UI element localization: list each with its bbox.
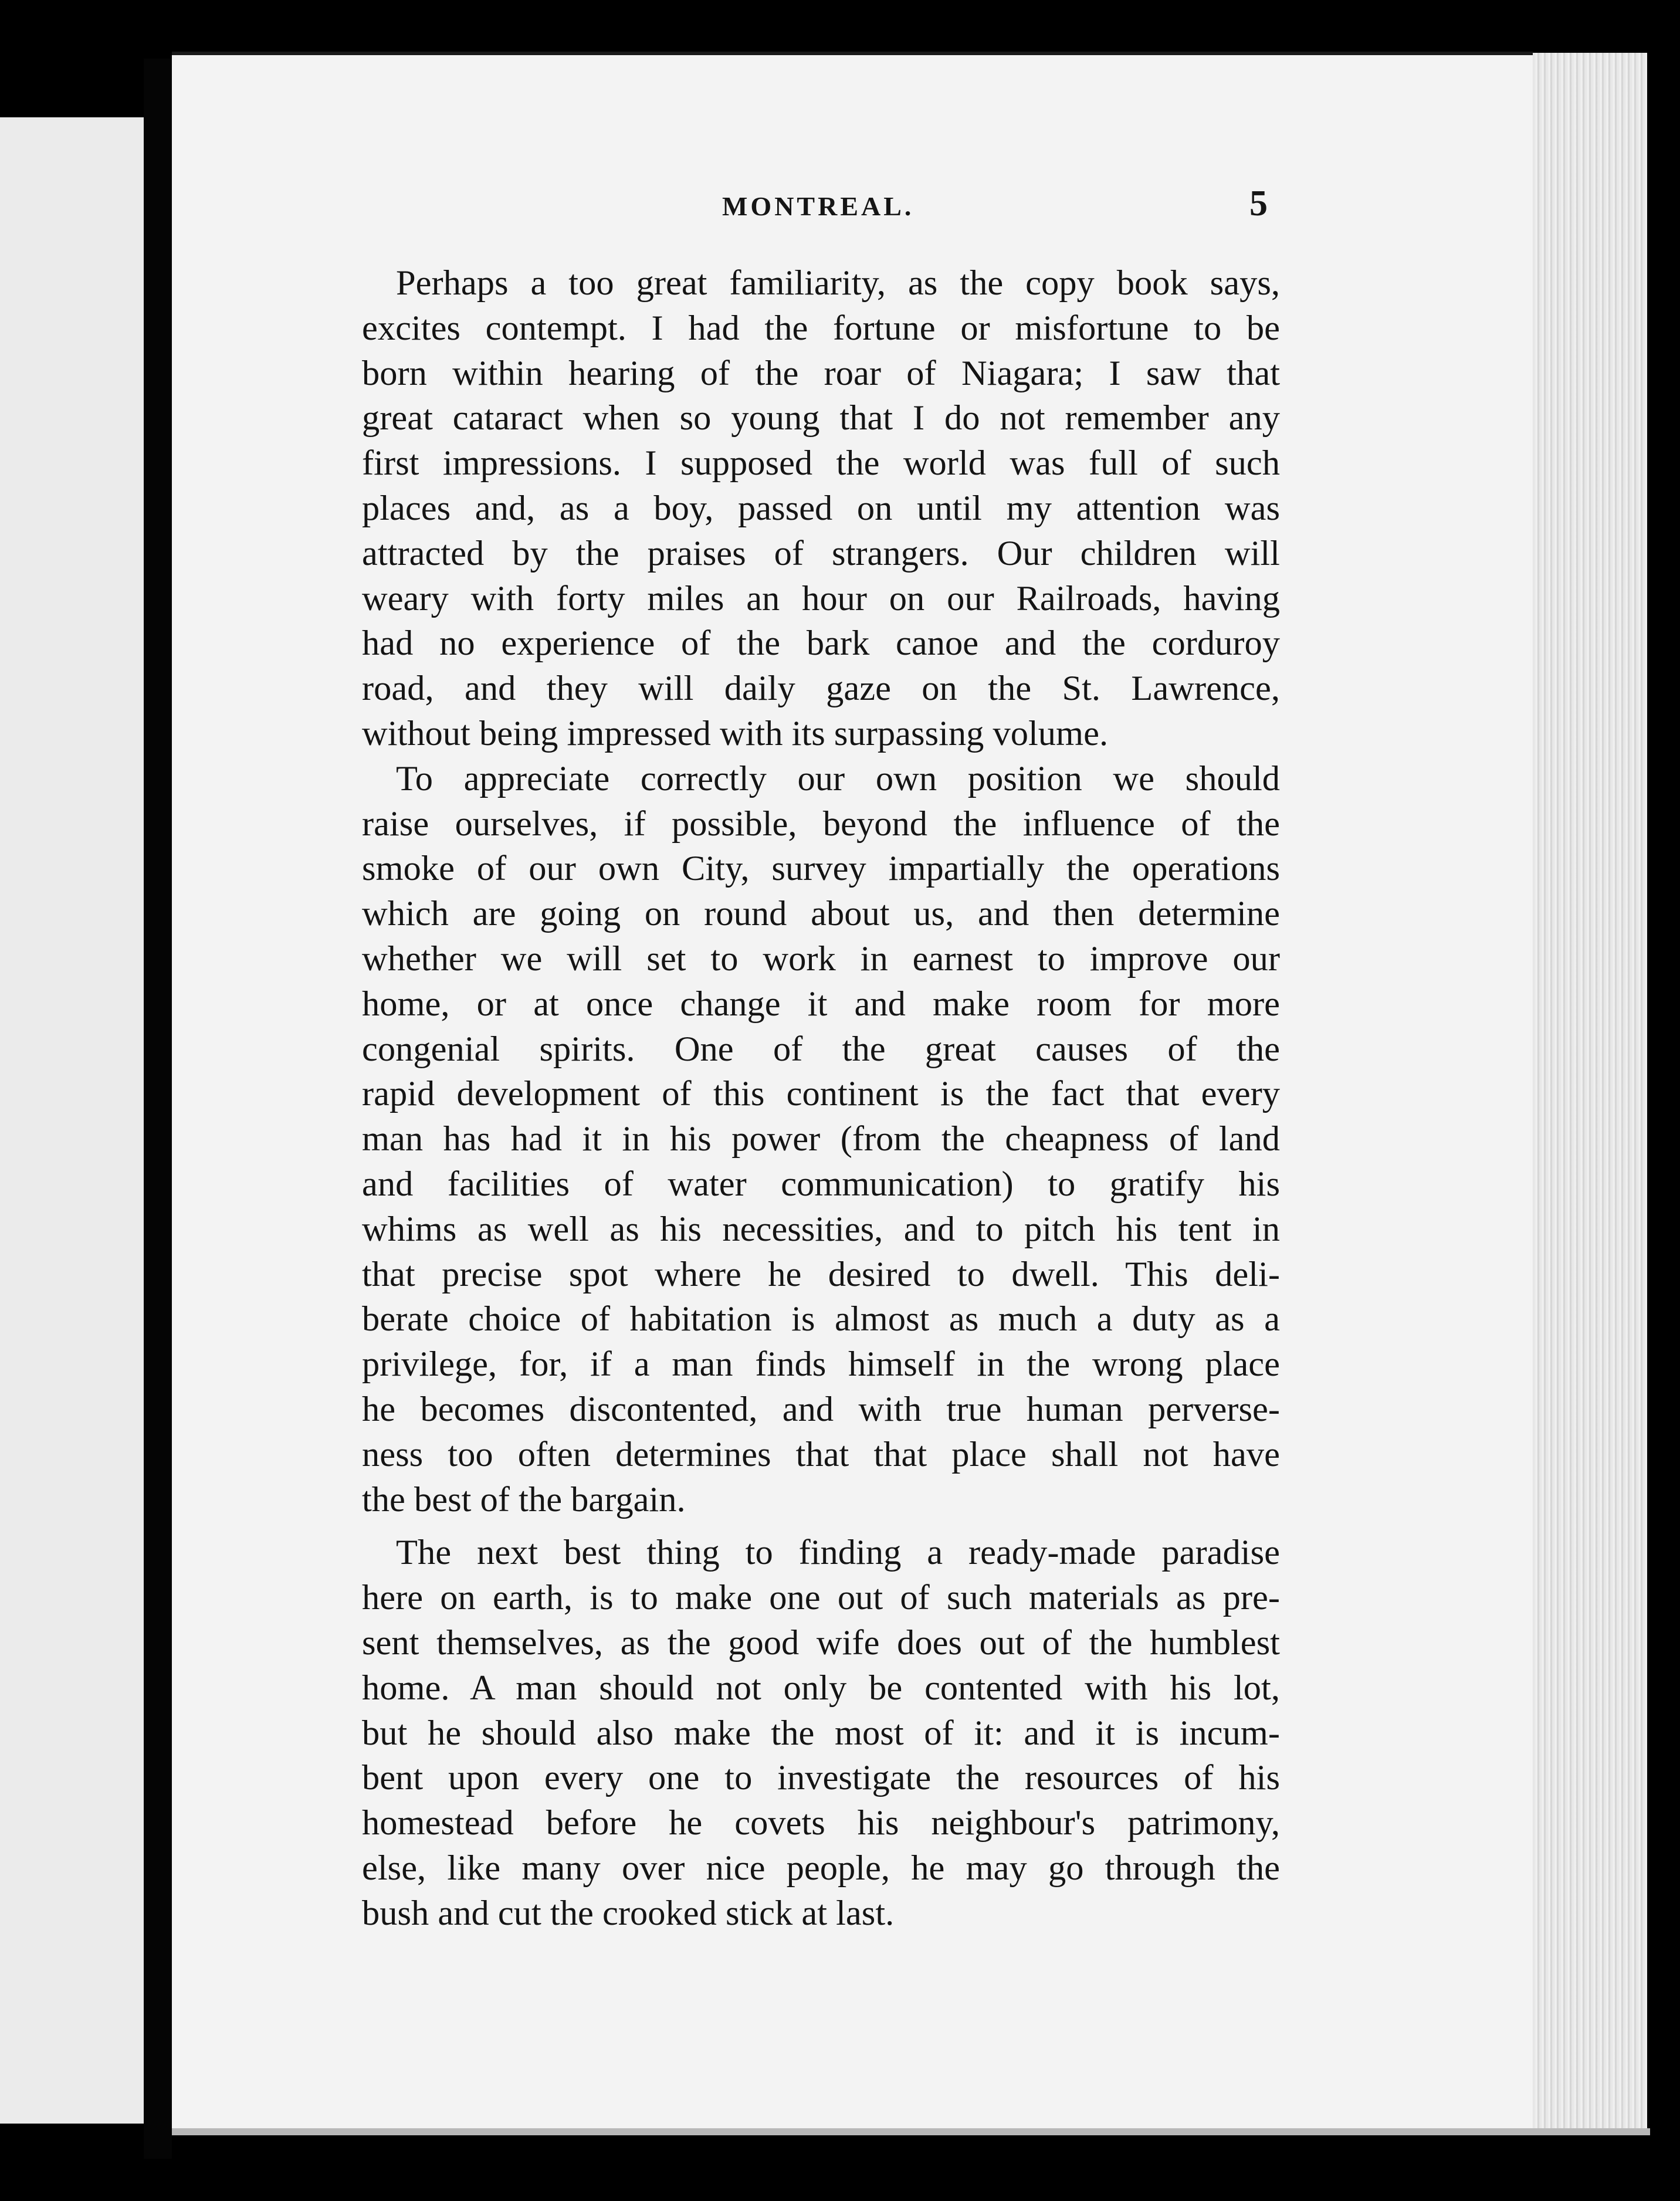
text-line: whether we will set to work in earnest to improve our <box>362 939 1280 978</box>
text-line: first impressions. I supposed the world was full of such <box>362 443 1280 483</box>
text-line: raise ourselves, if possible, beyond the influence of the <box>362 804 1280 844</box>
text-line: bush and cut the crooked stick at last. <box>362 1893 895 1933</box>
text-line: the best of the bargain. <box>362 1479 686 1519</box>
text-line: else, like many over nice people, he may go through the <box>362 1848 1280 1888</box>
text-line: The next best thing to finding a ready-made paradise <box>396 1533 1280 1573</box>
text-line: had no experience of the bark canoe and the corduroy <box>362 624 1280 663</box>
text-line: and facilities of water communication) to gratify his <box>362 1164 1280 1204</box>
text-line: whims as well as his necessities, and to pitch his tent in <box>362 1209 1280 1249</box>
text-line: road, and they will daily gaze on the St. Lawrence, <box>362 669 1280 709</box>
text-line: places and, as a boy, passed on until my attention was <box>362 488 1280 528</box>
text-line: berate choice of habitation is almost as much a duty as a <box>362 1299 1280 1339</box>
text-line: home, or at once change it and make room for more <box>362 984 1280 1024</box>
binding-gutter <box>144 59 172 2159</box>
text-line: smoke of our own City, survey impartially the operations <box>362 849 1280 889</box>
paragraph-2 <box>362 757 1280 1523</box>
right-shadow <box>1647 47 1680 2159</box>
text-line: attracted by the praises of strangers. Our children will <box>362 533 1280 573</box>
text-line: To appreciate correctly our own position we should <box>396 759 1280 798</box>
text-line: man has had it in his power (from the cheapness of land <box>362 1119 1280 1159</box>
page-bottom-edge <box>172 2128 1650 2135</box>
paragraph-1 <box>362 261 1280 757</box>
text-line: but he should also make the most of it: and it is incum- <box>362 1713 1280 1753</box>
text-line: weary with forty miles an hour on our Railroads, having <box>362 578 1280 618</box>
text-line: home. A man should not only be contented with his lot, <box>362 1668 1280 1708</box>
text-line: Perhaps a too great familiarity, as the copy book says, <box>396 263 1280 303</box>
text-line: which are going on round about us, and then determine <box>362 894 1280 934</box>
running-head: MONTREAL. <box>722 191 914 221</box>
text-line: great cataract when so young that I do not remember any <box>362 398 1280 438</box>
text-line: sent themselves, as the good wife does out of the humblest <box>362 1623 1280 1662</box>
text-line: bent upon every one to investigate the resources of his <box>362 1758 1280 1798</box>
text-line: that precise spot where he desired to dwell. This deli- <box>362 1254 1280 1294</box>
text-line: without being impressed with its surpassing volume. <box>362 713 1109 753</box>
text-line: homestead before he covets his neighbour's patrimony, <box>362 1803 1280 1843</box>
text-line: privilege, for, if a man finds himself in the wrong place <box>362 1345 1280 1384</box>
text-line: rapid development of this continent is the fact that every <box>362 1074 1280 1114</box>
text-line: he becomes discontented, and with true human perverse- <box>362 1389 1280 1429</box>
paragraph-3 <box>362 1530 1280 1936</box>
body-text <box>362 261 1280 1936</box>
page-number: 5 <box>1249 184 1268 224</box>
text-line: ness too often determines that that place shall not have <box>362 1434 1280 1474</box>
text-line: born within hearing of the roar of Niagara; I saw that <box>362 353 1280 393</box>
text-line: congenial spirits. One of the great causes of the <box>362 1029 1280 1069</box>
text-line: here on earth, is to make one out of such materials as pre- <box>362 1578 1280 1618</box>
facing-page-edge <box>0 117 144 2124</box>
text-line: excites contempt. I had the fortune or misfortune to be <box>362 308 1280 348</box>
